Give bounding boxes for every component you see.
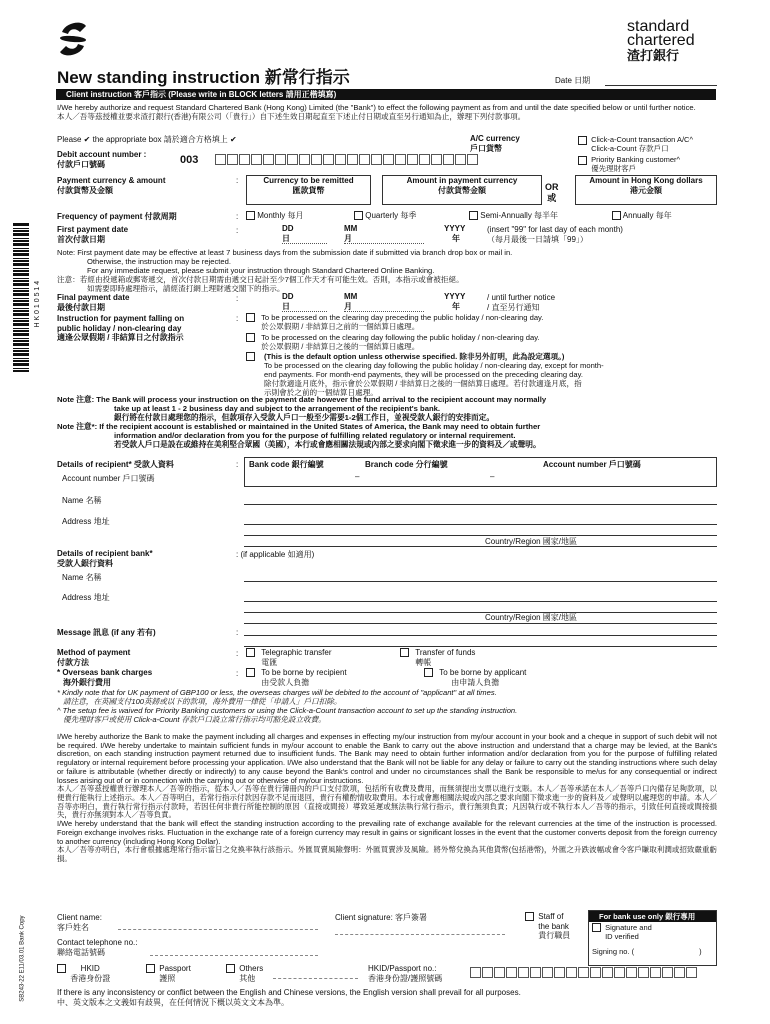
id-passport-zh: 護照 [159,973,176,983]
side-barcode-text: H K 0 1 0 5 1 4 [33,280,41,328]
bank-use-row1: Signature and [605,923,652,932]
colon: : [236,226,239,235]
dd-zh: 日 [282,233,290,243]
recipient-bank-address-field-2[interactable] [244,612,717,613]
client-signature-label: Client signature: 客戶簽署 [335,913,428,922]
note1-line2: Otherwise, the instruction may be rejected. [87,257,231,267]
footnote-3: ^ The setup fee is waived for Priority Banking customers or using the Click-a-Count transaction account to set up the standing instruction. [57,706,518,716]
charges-opt2-en: To be borne by applicant [439,668,527,677]
payment-col1-en: Currency to be remitted [263,176,354,185]
checkbox[interactable] [246,333,255,342]
ac-option-2-en: Priority Banking customer^ [591,155,681,164]
method-transfer[interactable] [400,648,475,667]
note1-line4: 注意：若經由投遞箱或郵寄遞交，首次付款日期需由遞交日起計至少7個工作天才有可能生效。否則，本指示或會被拒絕。 [57,275,464,285]
footer [57,988,717,1007]
holiday-label-2: public holiday / non-clearing day [57,323,182,333]
account-number-label: Account number 戶口號碼 [62,474,155,483]
yyyy-en: YYYY [444,224,466,233]
first-date-en: First payment date [57,225,129,234]
footer-zh: 中、英文版本之文義如有歧異，在任何情況下概以英文文本為準。 [57,997,289,1007]
holiday-option-default[interactable] [246,352,716,398]
charges-label [57,668,152,687]
bank-logo-text [627,20,695,63]
recipient-account-box[interactable] [244,457,717,487]
note2-line3: 銀行將在付款日處理您的指示，但款項存入受款人戶口一般至少需要1-2個工作日，並視受款人銀行的安排而定。 [114,413,495,423]
note3-line3: 若受款人戶口是設在或維持在美利堅合眾國（美國），本行或會應相關法規或內部之要求向閣下徵求進一步的資料及／或聲明。 [114,440,541,450]
contact-en: Contact telephone no.: [57,938,138,947]
frequency-label: Frequency of payment 付款周期 [57,212,177,221]
id-hkid-en: HKID [80,964,100,973]
recipient-bank-address-label: Address 地址 [62,593,110,602]
ac-currency-en: A/C currency [470,134,520,143]
date-label: Date 日期 [555,76,591,85]
frequency-monthly-label: Monthly 每月 [257,211,304,220]
recipient-bank-zh: 受款人銀行資料 [57,558,113,568]
terms-en: I/We hereby authorize the Bank to make the payment including all charges and expenses in effecting my/our instruction from my/our account in your book and a cheque in support of such debit will not be required. I/We hereby undertake to maintain sufficient funds in my/our account to enable the Bank to carry out the above instruction and understand that a charge may be levied, at the Bank's discretion, on each standing instruction payment returned due to insufficient funds. The Bank may need to obtain further information and/or declaration from you for the purpose of fulfilling related regulatory or internal requirement before processing your application. I/We also understand that the Bank will not be liable for any delay or failure to carry out the standing instructions where such delay or failure is attributable (whether directly or indirectly) to any cause beyond the Bank's control and under no circumstances shall the Bank be responsible to me/us for any consequential or indirect losses arising out of or in connection with the carrying out or otherwise of my/our instructions. [57,732,717,785]
frequency-annual[interactable] [612,211,672,221]
method-telegraphic[interactable] [246,648,332,667]
id-passport-en: Passport [159,964,191,973]
note2-line2: take up at least 1 - 2 business day and subject to the arrangement of the recipient's bank. [114,404,441,414]
holiday-option-preceding[interactable] [246,313,543,331]
fx-zh: 本人／吾等亦明白，本行會根據處理常行指示當日之兌換率執行該指示。外匯買賣風險聲明：外匯買賣涉及風險。將外幣兌換為其他貨幣(包括港幣)，外匯之升跌波幅或會令客戶賺取利潤或招致嚴重虧損。 [57,845,717,864]
footnote-2: 請注意，在英國支付100英鎊或以下的款項，海外費用一律從「申請人」戶口扣除。 [63,697,342,707]
holiday-opt3-line2: To be processed on the clearing day following the public holiday / non-clearing day, except for month- [264,361,604,371]
colon: : [236,628,239,637]
final-date-en: Final payment date [57,293,130,302]
recipient-bank-address-field-1[interactable] [244,601,717,602]
staff-checkbox[interactable] [525,912,570,941]
checkbox[interactable] [246,648,255,657]
final-date-yyyy[interactable] [444,292,465,311]
recipient-name-label: Name 名稱 [62,496,102,505]
charges-zh: 海外銀行費用 [63,677,111,687]
recipient-address-label: Address 地址 [62,517,110,526]
authorize-en: I/We hereby authorize and request Standard Chartered Bank (Hong Kong) Limited (the "Bank") to effect the following payment as from and until the date specified below or until further notice. [57,103,696,112]
first-date-zh: 首次付款日期 [57,234,105,244]
note-usa [57,422,727,450]
charges-recipient[interactable] [246,668,347,687]
method-label [57,648,130,667]
note3-line2: information and/or declaration from you for the purpose of fulfilling related regulatory or internal requirement. [114,431,516,441]
client-name-field[interactable] [118,929,318,930]
checkbox[interactable] [578,136,587,145]
client-name-en: Client name: [57,913,102,922]
note3-line1: Note 注意*: If the recipient account is established or maintained in the United States of America, the Bank may need to obtain further [57,422,541,431]
logo-line-1: standard [627,18,690,35]
client-signature-field[interactable] [335,934,505,935]
colon: : [236,669,239,678]
bank-use-verified[interactable] [592,923,713,941]
charges-opt2-zh: 由申請人負擔 [451,677,500,687]
final-date-mm[interactable] [344,292,424,312]
recipient-bank-en: Details of recipient bank* [57,549,153,558]
message-field-1[interactable] [244,635,717,636]
insert-en: (insert "99" for last day of each month) [487,225,623,234]
ac-option-click-a-count[interactable] [578,135,693,153]
yyyy-en: YYYY [444,292,466,301]
colon: : [236,294,239,303]
frequency-quarterly-label: Quarterly 每季 [365,211,417,220]
mm-en: MM [344,292,358,301]
bank-use-row3: Signing no. ( [592,947,635,956]
bank-use-box [588,910,717,966]
dd-en: DD [282,224,294,233]
debit-label-en: Debit account number : [57,150,147,159]
frequency-semi[interactable] [469,211,558,221]
checkbox[interactable] [146,964,155,973]
bank-use-title: For bank use only 銀行專用 [589,911,716,922]
method-zh: 付款方法 [57,657,89,667]
holiday-opt3-line4: 除付款適逢月底外，指示會於公眾假期 / 非結算日之後的一個結算日處理。若付款適逢月底，指 [264,379,582,389]
holiday-opt3-line3: end payments. For month-end payments, they will be processed on the preceding clearing day. [264,370,583,380]
or-zh: 或 [547,192,557,203]
hkid-label-zh: 香港身份證/護照號碼 [368,973,443,983]
debit-label [57,150,146,169]
ac-currency-zh: 戶口貨幣 [470,143,502,153]
note-first-date [57,248,717,294]
ac-option-priority[interactable] [578,155,693,173]
page-title: New standing instruction 新常行指示 [57,68,350,87]
bank-code-label: Bank code 銀行編號 [249,460,324,469]
method-opt1-zh: 電匯 [261,657,278,667]
checkbox[interactable] [246,352,255,361]
method-en: Method of payment [57,648,131,657]
frequency-annual-label: Annually 每年 [622,211,672,220]
holiday-opt2-en: To be processed on the clearing day following the public holiday / non-clearing day. [261,333,540,342]
colon: : [236,314,239,323]
checkbox[interactable] [246,211,255,220]
staff-line3: 貴行職員 [538,931,571,941]
checkbox[interactable] [592,923,601,932]
checkbox[interactable] [226,964,235,973]
id-type-hkid[interactable] [57,964,110,983]
recipient-country-field[interactable] [244,546,717,547]
signing-no[interactable] [592,947,713,956]
payment-col2-en: Amount in payment currency [406,176,518,185]
id-type-others[interactable] [226,964,263,983]
note1-line5: 如需要即時處理指示，請經渣打網上理財遞交閣下的指示。 [87,284,285,294]
side-barcode [13,222,29,372]
note2-line1: Note 注意: The Bank will process your instruction on the payment date however the fund arrival to the recipient account may normally [57,395,547,404]
tick-instruction: Please ✔ the appropriate box 請於適合方格填上 ✔ [57,135,237,144]
debit-account-cells[interactable] [215,154,479,165]
checkbox[interactable] [612,211,621,220]
hkid-label-en: HKID/Passport no.: [368,964,437,973]
holiday-opt1-en: To be processed on the clearing day preceding the public holiday / non-clearing day. [261,313,544,322]
method-opt2-zh: 轉帳 [415,657,432,667]
mm-zh: 月 [344,233,352,243]
payment-col2-zh: 付款貨幣金額 [438,185,486,195]
method-opt2-en: Transfer of funds [415,648,476,657]
id-others-en: Others [239,964,264,973]
recipient-address-field-2[interactable] [244,535,717,536]
recipient-label: Details of recipient* 受款人資料 [57,460,174,469]
terms-block [57,733,717,864]
terms-zh: 本人／吾等茲授權貴行辦理本人／吾等的指示，從本人／吾等在貴行簿冊內的戶口支付款項，包括所有收費及費用，而無須提出支票以進行支賬。本人／吾等承諾在本人／吾等戶口內備存足夠款項，以便貴行能執行上述指示。本人／吾等明白，若常行指示付款因存款不足而退回，貴行有權酌情收取費用。本行或會應相關法規或內部之要求向閣下徵求進一步的資料及／或聲明以處理您的申請。本人／吾等亦明白，貴行執行常行指示付款時，若因任何非貴行所能控制的原因（直接或間接）導致延遲或無法執行常行指示，貴行無須負責；凡因執行或不執行本人／吾等的指示，引致任何直接或間接損失，貴行亦無須對本人／吾等負責。 [57,784,717,820]
contact-zh: 聯絡電話號碼 [57,947,105,957]
contact-field[interactable] [150,955,318,956]
payment-hkd-box[interactable] [575,175,717,205]
client-name-label [57,913,102,932]
final-date-zh: 最後付款日期 [57,302,105,312]
recipient-bank-label [57,549,153,568]
or-en: OR [545,182,559,192]
debit-prefix: 003 [180,154,199,166]
yyyy-zh: 年 [452,301,460,311]
payment-col1-zh: 匯款貨幣 [292,185,325,195]
fx-en: I/We hereby understand that the bank will effect the standing instruction according to the prevailing rate of exchange available for the relevant currencies at the time of the instruction is processed. Foreign exchange involves risks. Fluctuation in the exchange rate of a foreign currency may result in gains or significant losses in the event that the customer converts deposit from the foreign currency to another currency (including Hong Kong Dollar). [57,819,717,846]
checkbox[interactable] [57,964,66,973]
checkbox[interactable] [246,668,255,677]
first-date-yyyy[interactable] [444,224,465,243]
branch-code-label: Branch code 分行編號 [365,460,448,469]
or-label [545,182,559,204]
checkbox[interactable] [246,313,255,322]
side-form-code: SB243-22 E11/03.01 Bank Copy [19,915,26,1002]
first-date-mm[interactable] [344,224,424,244]
holiday-opt3-line1: (This is the default option unless otherwise specified. 除非另外訂明，此為設定選項。) [264,352,565,361]
checkbox[interactable] [424,668,433,677]
until-zh: / 直至另行通知 [487,302,540,312]
holiday-label-1: Instruction for payment falling on [57,314,185,323]
recipient-bank-name-label: Name 名稱 [62,573,102,582]
debit-label-zh: 付款戶口號碼 [57,159,105,169]
separator: – [355,472,360,481]
colon: : [236,212,239,221]
holiday-label [57,314,184,343]
recipient-name-field[interactable] [244,504,717,505]
hkid-passport-label [368,964,442,983]
contact-label [57,938,138,957]
account-label: Account number 戶口號碼 [543,460,641,469]
final-date-until[interactable] [487,293,555,312]
recipient-bank-if-applicable: : (if applicable 如適用) [236,550,315,559]
checkbox[interactable] [525,912,534,921]
colon: : [236,460,239,469]
final-date-label [57,293,129,312]
first-date-label [57,225,128,244]
ac-option-1-zh: Click-a-Count 存款戶口 [591,144,669,153]
logo-line-3: 渣打銀行 [627,48,680,63]
logo-line-2: chartered [627,32,695,49]
yyyy-zh: 年 [452,233,460,243]
payment-currency-box[interactable] [246,175,371,205]
client-instruction-text: Client instruction 客戶指示 (Please write in BLOCK letters 請用正楷填寫) [66,90,337,99]
staff-line2: the bank [538,921,569,931]
id-hkid-zh: 香港身份證 [70,973,111,983]
note1-line3: For any immediate request, please submit your instruction through Standard Chartered Online Banking. [87,266,435,276]
authorize-zh: 本人／吾等茲授權並要求渣打銀行(香港)有限公司（「貴行」）自下述生效日期起直至下述止付日期或直至另行通知為止，辦理下列付款事項。 [57,112,526,122]
charges-opt1-en: To be borne by recipient [261,668,347,677]
hkid-cells[interactable] [470,967,698,978]
ac-currency-label [470,134,520,153]
checkbox[interactable] [354,211,363,220]
recipient-bank-name-field[interactable] [244,581,717,582]
authorize-text [57,103,717,121]
checkbox[interactable] [400,648,409,657]
footnote-4: 優先理財客戶或使用 Click-a-Count 存款戶口設立常行指示均可豁免設立收費。 [63,715,326,725]
recipient-address-field-1[interactable] [244,524,717,525]
checkbox[interactable] [578,156,587,165]
footnotes [57,688,727,724]
bank-use-row2: ID verified [605,932,639,941]
others-field[interactable] [273,978,358,979]
holiday-opt2-zh: 於公眾假期 / 非結算日之後的一個結算日處理。 [261,342,420,352]
checkbox[interactable] [469,211,478,220]
charges-applicant[interactable] [424,668,526,687]
until-en: / until further notice [487,293,556,302]
client-instruction-bar [56,89,716,100]
message-field-2[interactable] [244,646,717,647]
frequency-monthly[interactable] [246,211,303,221]
first-date-dd[interactable] [282,224,327,244]
ac-options [578,135,693,173]
message-label: Message 訊息 (if any 若有) [57,628,156,637]
payment-label [57,176,165,195]
client-name-zh: 客戶姓名 [57,922,89,932]
payment-amount-box[interactable] [382,175,542,205]
payment-col3-en: Amount in Hong Kong dollars [589,176,703,185]
recipient-country-label: Country/Region 國家/地區 [485,537,578,546]
ac-option-2-zh: 優先理財客戶 [591,164,637,173]
frequency-semi-label: Semi-Annually 每半年 [480,211,559,220]
insert-zh: （每月最後一日請填「99」） [487,234,588,244]
note1-line1: Note: First payment date may be effective at least 7 business days from the submission date if submitted via branch drop box or mail in. [57,248,513,257]
bank-use-close: ) [699,947,702,956]
bank-logo-mark-icon [56,18,90,60]
dd-en: DD [282,292,294,301]
mm-zh: 月 [344,301,352,311]
separator: – [490,472,495,481]
colon: : [236,649,239,658]
payment-col3-zh: 港元金額 [630,185,662,195]
colon: : [236,176,239,185]
holiday-label-3: 適逢公眾假期 / 非結算日之付款指示 [57,333,184,343]
note-processing [57,395,727,423]
ac-option-1-en: Click-a-Count transaction A/C^ [591,135,693,144]
frequency-quarterly[interactable] [354,211,416,221]
id-type-passport[interactable] [146,964,191,983]
dd-zh: 日 [282,301,290,311]
holiday-opt1-zh: 於公眾假期 / 非結算日之前的一個結算日處理。 [261,322,420,332]
if-applicable: (if applicable 如適用) [240,550,315,559]
footer-en: If there is any inconsistency or conflict between the English and Chinese versions, the English version shall prevail for all purposes. [57,988,521,997]
recipient-bank-country-label: Country/Region 國家/地區 [485,613,578,622]
staff-line1: Staff of [538,912,564,921]
footnote-1: * Kindly note that for UK payment of GBP100 or less, the overseas charges will be debited to the account of "applicant" at all times. [57,688,497,697]
mm-en: MM [344,224,358,233]
recipient-bank-country-field[interactable] [244,623,717,624]
payment-label-zh: 付款貨幣及金額 [57,185,113,195]
method-opt1-en: Telegraphic transfer [261,648,332,657]
charges-en: * Overseas bank charges [57,668,153,677]
payment-label-en: Payment currency & amount [57,176,166,185]
date-field[interactable] [605,84,717,86]
holiday-option-following[interactable] [246,333,540,351]
first-date-insert [487,225,623,244]
holiday-opt3-line5: 示則會於之前的一個結算日處理。 [264,388,378,398]
final-date-dd[interactable] [282,292,327,312]
charges-opt1-zh: 由受款人負擔 [261,677,310,687]
id-others-zh: 其他 [239,973,256,983]
